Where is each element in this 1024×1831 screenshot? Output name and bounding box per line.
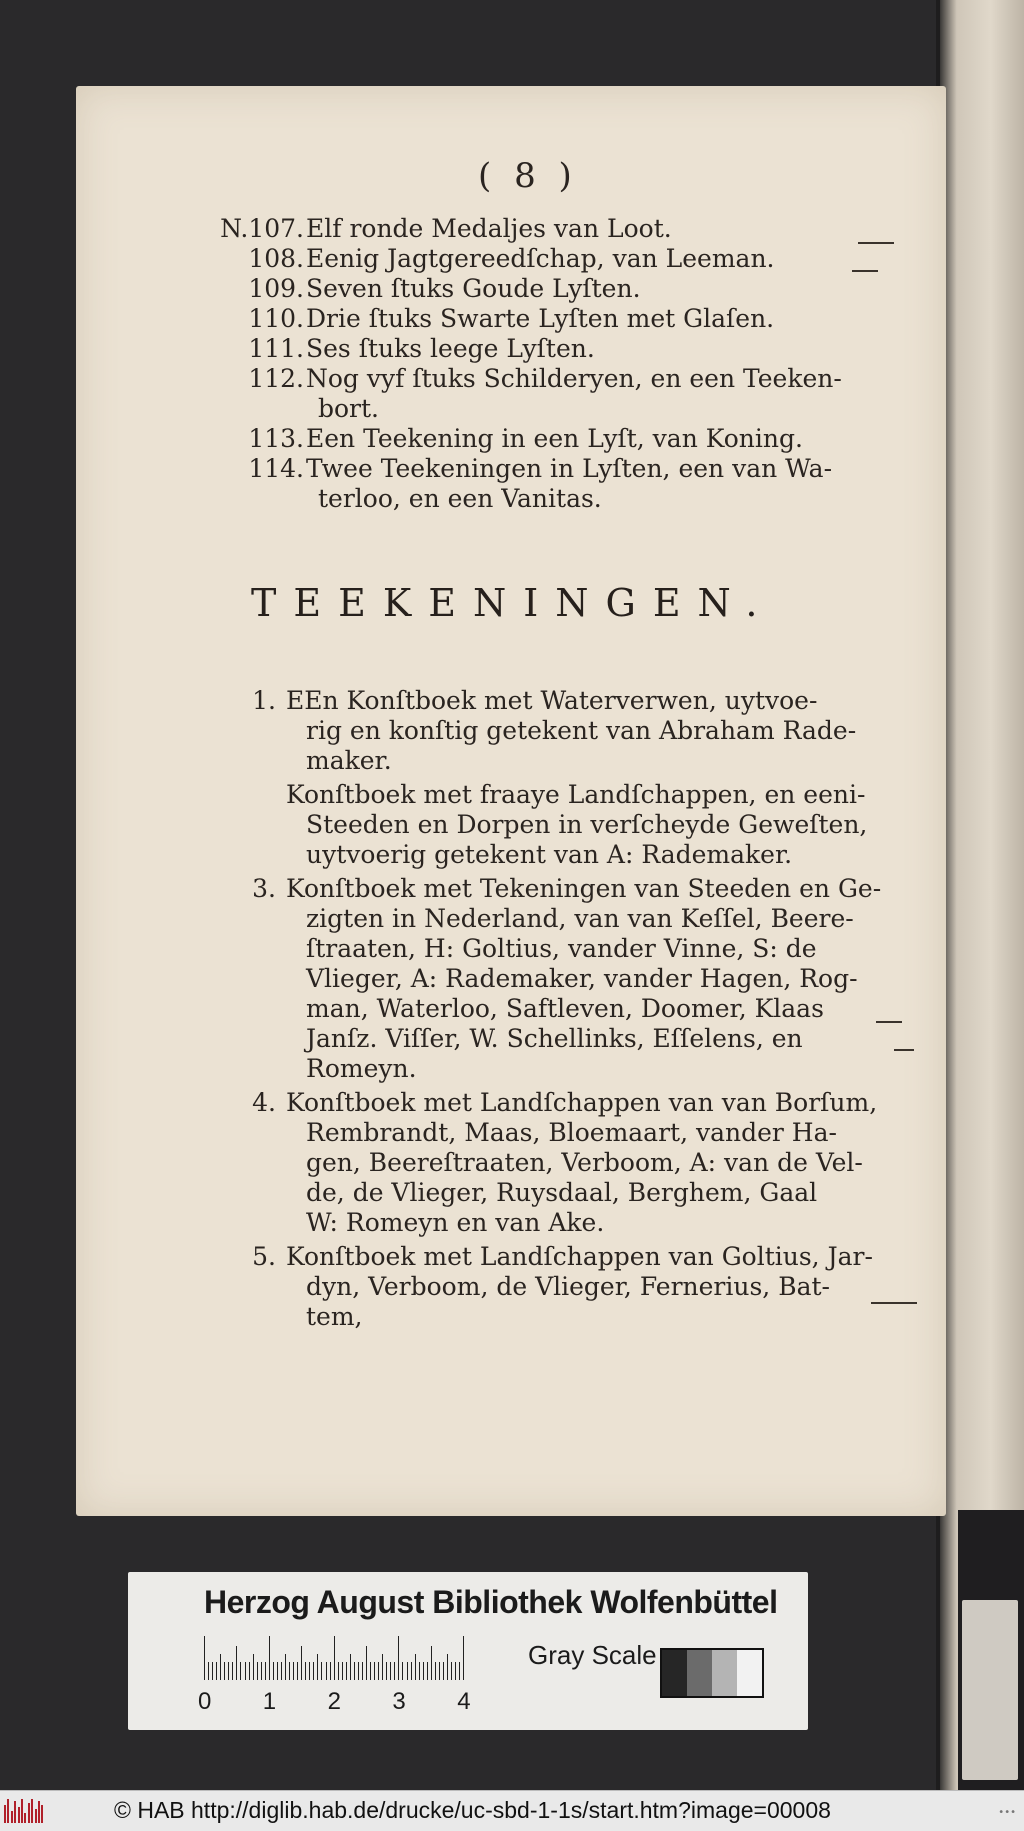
- entry-text-line: bort.: [318, 394, 379, 423]
- ruler-tick: [334, 1636, 335, 1680]
- more-icon[interactable]: •••: [998, 1807, 1016, 1818]
- ruler-tick: [439, 1662, 440, 1680]
- page-number: ( 8 ): [478, 156, 578, 196]
- entry-text-line: Janſz. Viſſer, W. Schellinks, Eſſelens, en: [306, 1024, 803, 1053]
- ruler-tick: [459, 1662, 460, 1680]
- ruler-tick: [257, 1662, 258, 1680]
- ruler-tick: [305, 1662, 306, 1680]
- ruler-tick: [265, 1662, 266, 1680]
- ruler-tick: [204, 1636, 205, 1680]
- margin-mark: [876, 1021, 902, 1023]
- ruler-tick: [435, 1662, 436, 1680]
- ruler-tick: [447, 1654, 448, 1680]
- entry-text-line: Elf ronde Medaljes van Loot.: [306, 214, 672, 243]
- ruler-tick: [212, 1662, 213, 1680]
- entry-number: 113.: [248, 424, 304, 453]
- entry-number: 109.: [248, 274, 304, 303]
- entry-number: 111.: [248, 334, 304, 363]
- entry-text-line: tem,: [306, 1302, 363, 1331]
- margin-mark: [852, 270, 878, 272]
- entry-number: 114.: [248, 454, 304, 483]
- entry-text-line: dyn, Verboom, de Vlieger, Fernerius, Bat-: [306, 1272, 830, 1301]
- entry-text-line: terloo, en een Vanitas.: [318, 484, 602, 513]
- entry-number: 3.: [252, 874, 276, 903]
- ruler-number: 0: [198, 1688, 212, 1715]
- gray-swatch: [737, 1650, 762, 1696]
- ruler-tick: [309, 1662, 310, 1680]
- entry-text-line: Romeyn.: [306, 1054, 417, 1083]
- ruler-tick: [208, 1662, 209, 1680]
- ruler-tick: [236, 1646, 237, 1680]
- ruler-tick: [326, 1662, 327, 1680]
- gray-swatch: [687, 1650, 712, 1696]
- footer-bar: [0, 1790, 1024, 1831]
- ruler-tick: [415, 1654, 416, 1680]
- ruler-tick: [261, 1662, 262, 1680]
- ruler-tick: [269, 1636, 270, 1680]
- entry-text-line: ſtraaten, H: Goltius, vander Vinne, S: de: [306, 934, 817, 963]
- ruler-tick: [285, 1654, 286, 1680]
- gray-scale-label: Gray Scale: [528, 1640, 657, 1670]
- entry-text-line: W: Romeyn en van Ake.: [306, 1208, 605, 1237]
- entry-number: 4.: [252, 1088, 276, 1117]
- margin-mark: [871, 1302, 917, 1304]
- card-title: Herzog August Bibliothek Wolfenbüttel: [204, 1584, 778, 1620]
- ruler-tick: [293, 1662, 294, 1680]
- ruler-tick: [281, 1662, 282, 1680]
- ruler-tick: [419, 1662, 420, 1680]
- ruler-tick: [463, 1636, 464, 1680]
- ruler-number: 4: [457, 1688, 471, 1715]
- entry-text-line: man, Waterloo, Saftleven, Doomer, Klaas: [306, 994, 824, 1023]
- ruler-tick: [386, 1662, 387, 1680]
- ruler-tick: [362, 1662, 363, 1680]
- entry-text-line: Nog vyf ſtuks Schilderyen, en een Teeken-: [306, 364, 842, 393]
- entry-text-line: Konſtboek met Landſchappen van Goltius, Jar-: [286, 1242, 873, 1271]
- ruler-tick: [382, 1654, 383, 1680]
- hab-logo-icon: [4, 1799, 46, 1823]
- entry-number: N.107.: [220, 214, 304, 243]
- entry-text-line: Eenig Jagtgereedſchap, van Leeman.: [306, 244, 775, 273]
- ruler-tick: [411, 1662, 412, 1680]
- entry-text-line: Ses ſtuks leege Lyſten.: [306, 334, 595, 363]
- ruler-tick: [390, 1662, 391, 1680]
- facing-card-edge: [962, 1600, 1018, 1780]
- entry-text-line: de, de Vlieger, Ruysdaal, Berghem, Gaal: [306, 1178, 818, 1207]
- ruler-tick: [451, 1662, 452, 1680]
- ruler-number: 3: [392, 1688, 406, 1715]
- ruler-tick: [249, 1662, 250, 1680]
- entry-text-line: maker.: [306, 746, 392, 775]
- ruler-number: 1: [262, 1688, 277, 1715]
- ruler-tick: [431, 1646, 432, 1680]
- ruler-tick: [277, 1662, 278, 1680]
- ruler-tick: [394, 1662, 395, 1680]
- entry-number: 1.: [252, 686, 276, 715]
- entry-text-line: Een Teekening in een Lyſt, van Koning.: [306, 424, 803, 453]
- gray-swatch: [712, 1650, 737, 1696]
- color-calibration-card: [128, 1572, 808, 1730]
- ruler-tick: [317, 1654, 318, 1680]
- ruler-tick: [358, 1662, 359, 1680]
- gray-swatch: [662, 1650, 687, 1696]
- ruler-tick: [370, 1662, 371, 1680]
- ruler-tick: [378, 1662, 379, 1680]
- entry-text-line: rig en konſtig getekent van Abraham Rade-: [306, 716, 857, 745]
- ruler-tick: [350, 1654, 351, 1680]
- entry-number: 110.: [248, 304, 304, 333]
- ruler-tick: [330, 1662, 331, 1680]
- ruler-tick: [216, 1662, 217, 1680]
- entry-text-line: Vlieger, A: Rademaker, vander Hagen, Rog-: [306, 964, 858, 993]
- ruler-tick: [240, 1662, 241, 1680]
- ruler-tick: [273, 1662, 274, 1680]
- ruler-tick: [297, 1662, 298, 1680]
- ruler-tick: [224, 1662, 225, 1680]
- entry-text-line: uytvoerig getekent van A: Rademaker.: [306, 840, 793, 869]
- entry-text-line: Twee Teekeningen in Lyſten, een van Wa-: [306, 454, 833, 483]
- entry-text-line: Steeden en Dorpen in verſcheyde Geweſten,: [306, 810, 868, 839]
- ruler-tick: [366, 1646, 367, 1680]
- ruler-tick: [245, 1662, 246, 1680]
- ruler-tick: [427, 1662, 428, 1680]
- entry-text-line: EEn Konſtboek met Waterverwen, uytvoe-: [286, 686, 818, 715]
- ruler-tick: [301, 1646, 302, 1680]
- gray-scale-swatches: [660, 1648, 764, 1698]
- ruler-tick: [423, 1662, 424, 1680]
- ruler-tick: [289, 1662, 290, 1680]
- margin-mark: [858, 242, 894, 244]
- entry-text-line: Konſtboek met fraaye Landſchappen, en eeni-: [286, 780, 866, 809]
- book-page: [76, 86, 946, 1516]
- ruler-tick: [228, 1662, 229, 1680]
- entry-number: 108.: [248, 244, 304, 273]
- entry-number: 112.: [248, 364, 304, 393]
- entry-text-line: gen, Beereſtraaten, Verboom, A: van de Vel-: [306, 1148, 863, 1177]
- entry-text-line: Rembrandt, Maas, Bloemaart, vander Ha-: [306, 1118, 837, 1147]
- ruler-tick: [443, 1662, 444, 1680]
- ruler-tick: [374, 1662, 375, 1680]
- margin-mark: [894, 1049, 914, 1051]
- entry-text-line: Konſtboek met Landſchappen van van Borſum,: [286, 1088, 878, 1117]
- ruler-tick: [338, 1662, 339, 1680]
- entry-text-line: Konſtboek met Tekeningen van Steeden en Ge-: [286, 874, 882, 903]
- ruler-tick: [455, 1662, 456, 1680]
- ruler-tick: [313, 1662, 314, 1680]
- entry-number: 5.: [252, 1242, 276, 1271]
- ruler-tick: [402, 1662, 403, 1680]
- ruler-tick: [342, 1662, 343, 1680]
- section-heading: TEEKENINGEN.: [251, 581, 775, 625]
- footer-url[interactable]: © HAB http://diglib.hab.de/drucke/uc-sbd-1-1s/start.htm?image=00008: [114, 1797, 831, 1823]
- ruler-tick: [321, 1662, 322, 1680]
- ruler-tick: [346, 1662, 347, 1680]
- entry-text-line: Drie ſtuks Swarte Lyſten met Glaſen.: [306, 304, 775, 333]
- ruler-tick: [253, 1654, 254, 1680]
- ruler-tick: [354, 1662, 355, 1680]
- ruler-tick: [232, 1662, 233, 1680]
- ruler-tick: [220, 1654, 221, 1680]
- ruler-tick: [407, 1662, 408, 1680]
- ruler-number: 2: [327, 1688, 341, 1715]
- ruler-tick: [398, 1636, 399, 1680]
- entry-text-line: Seven ſtuks Goude Lyſten.: [306, 274, 641, 303]
- entry-text-line: zigten in Nederland, van van Keſſel, Beere-: [306, 904, 854, 933]
